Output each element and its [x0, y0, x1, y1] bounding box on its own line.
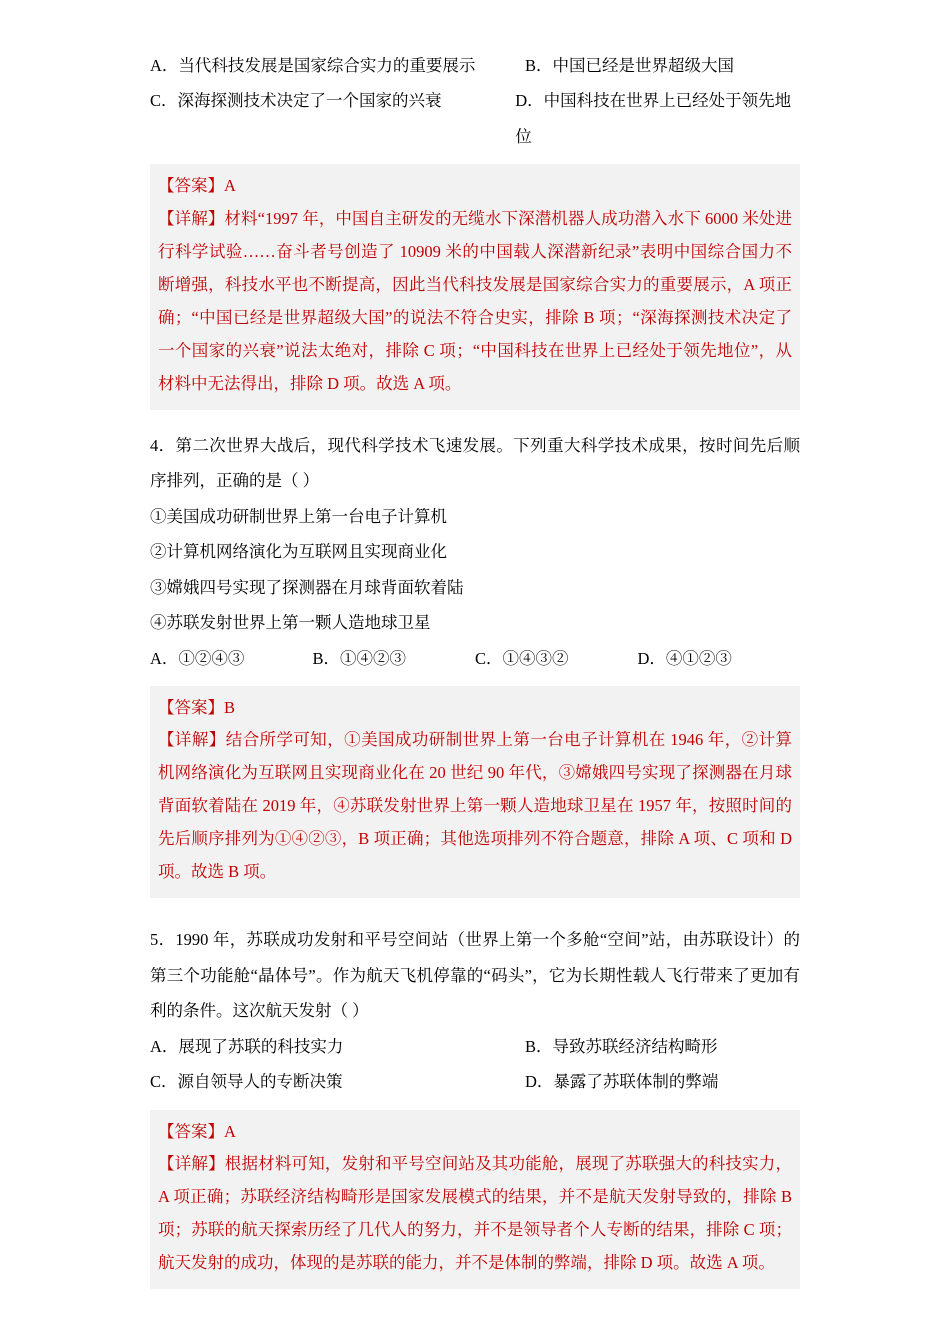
option-d: D．④①②③ [637, 648, 732, 668]
option-a: A．①②④③ [150, 648, 245, 668]
answer-block [150, 1110, 800, 1289]
option-row [150, 1029, 800, 1064]
question-item: ④苏联发射世界上第一颗人造地球卫星 [150, 613, 431, 633]
option-a: A．展现了苏联的科技实力 [150, 1036, 344, 1056]
option-row [150, 48, 800, 83]
option-d: D．中国科技在世界上已经处于领先地位 [515, 91, 792, 146]
option-row [150, 83, 800, 154]
answer-detail: 【详解】根据材料可知，发射和平号空间站及其功能舱，展现了苏联强大的科技实力，A 项正确；苏联经济结构畸形是国家发展模式的结果，并不是航天发射导致的，排除 B 项；苏联的航天探索历经了几代人的努力，并不是领导者个人专断的结果，排除 C 项；航天发射的成功，体现的是苏联的能力，并不是体制的弊端，排除 D 项。故选 A 项。 [158, 1154, 792, 1273]
spacer [150, 902, 800, 922]
question-item: ③嫦娥四号实现了探测器在月球背面软着陆 [150, 577, 464, 597]
option-a: A．当代科技发展是国家综合实力的重要展示 [150, 56, 476, 75]
option-c: C．①④③② [475, 648, 569, 668]
option-d: D．暴露了苏联体制的弊端 [525, 1072, 719, 1092]
option-b: B．①④②③ [312, 648, 407, 668]
answer-detail: 【详解】材料“1997 年，中国自主研发的无缆水下深潜机器人成功潜入水下 6000 米处进行科学试验……奋斗者号创造了 10909 米的中国载人深潜新纪录”表明中国综合国力不断增强，科技水平也不断提高，因此当代科技发展是国家综合实力的重要展示，A 项正确；“中国已经是世界超级大国”的说法不符合史实，排除 B 项；“深海探测技术决定了一个国家的兴衰”说法太绝对，排除 C 项；“中国科技在世界上已经处于领先地位”，从材料中无法得出，排除 D 项。故选 A 项。 [158, 208, 792, 393]
option-row [150, 1064, 800, 1099]
option-b: B．中国已经是世界超级大国 [525, 56, 735, 75]
question-item: ①美国成功研制世界上第一台电子计算机 [150, 506, 447, 526]
option-b: B．导致苏联经济结构畸形 [525, 1036, 718, 1056]
answer-label: 【答案】B [158, 698, 236, 718]
option-c: C．源自领导人的专断决策 [150, 1072, 343, 1092]
spacer [150, 414, 800, 428]
option-row [150, 641, 800, 676]
question-item: ②计算机网络演化为互联网且实现商业化 [150, 542, 447, 562]
answer-block [150, 686, 800, 898]
answer-label: 【答案】A [158, 176, 236, 196]
answer-block [150, 164, 800, 409]
answer-detail: 【详解】结合所学可知，①美国成功研制世界上第一台电子计算机在 1946 年，②计算机网络演化为互联网且实现商业化在 20 世纪 90 年代，③嫦娥四号实现了探测器在月球背面软着陆在 2019 年，④苏联发射世界上第一颗人造地球卫星在 1957 年，按照时间的先后顺序排列为①④②③，B 项正确；其他选项排列不符合题意，排除 A 项、C 项和 D 项。故选 B 项。 [158, 730, 792, 882]
answer-label: 【答案】A [158, 1121, 236, 1141]
question-stem: 5．1990 年，苏联成功发射和平号空间站（世界上第一个多舱“空间”站，由苏联设计）的第三个功能舱“晶体号”。作为航天飞机停靠的“码头”，它为长期性载人飞行带来了更加有利的条件。这次航天发射（ ） [150, 930, 800, 1021]
option-c: C．深海探测技术决定了一个国家的兴衰 [150, 91, 442, 111]
question-stem: 4．第二次世界大战后，现代科学技术飞速发展。下列重大科学技术成果，按时间先后顺序排列，正确的是（ ） [150, 435, 800, 491]
